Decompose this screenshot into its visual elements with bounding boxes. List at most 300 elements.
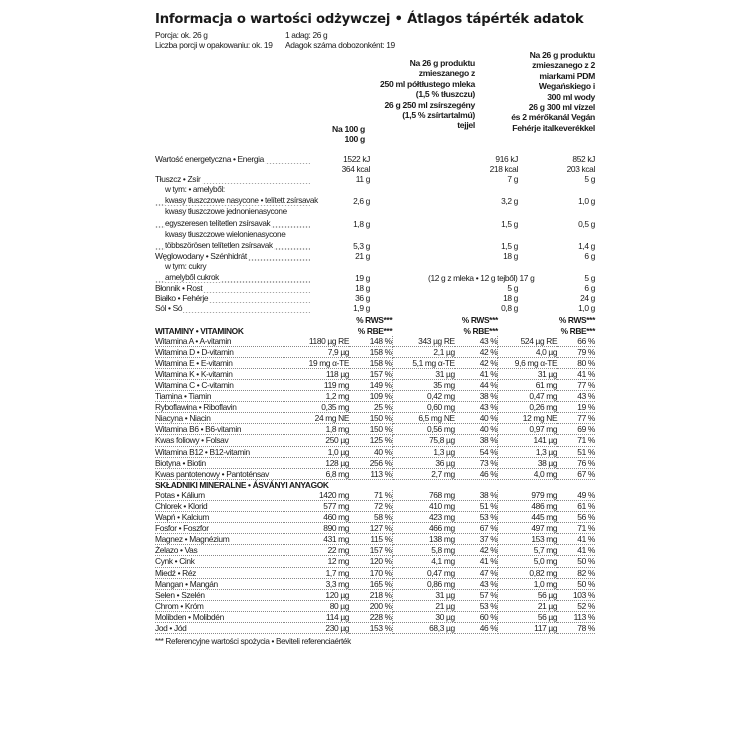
spacer [370, 251, 428, 261]
rws-with-water: 52 % [557, 600, 595, 611]
micronutrient-name: Kwas foliowy • Folsav [155, 435, 284, 446]
spacer [370, 272, 428, 283]
value-with-milk: 5,8 mg [392, 545, 455, 556]
nutrition-row [155, 283, 595, 293]
rws-per-100g: 148 % [349, 336, 392, 347]
nutrition-row [155, 164, 595, 174]
micronutrient-row [155, 578, 595, 589]
value-with-milk: 2,1 µg [392, 346, 455, 357]
rws-with-milk: 51 % [455, 501, 498, 512]
rws-with-water: 71 % [557, 523, 595, 534]
rws-with-water: 41 % [557, 534, 595, 545]
value-with-water: 1,0 g [578, 196, 595, 207]
micronutrient-name: Cynk • Cink [155, 556, 284, 567]
rws-with-water: 113 % [557, 611, 595, 622]
value-with-water: 117 µg [498, 623, 557, 634]
value-with-water: 0,5 g [578, 218, 595, 229]
value-per-100g: 460 mg [284, 512, 349, 523]
value-with-milk: 68,3 µg [392, 623, 455, 634]
spacer [155, 315, 284, 325]
rws-with-water: 103 % [557, 589, 595, 600]
reference-header-row [155, 315, 595, 325]
nutrient-name: Tłuszcz • Zsír [155, 174, 201, 185]
value-per-100g: 114 µg [284, 611, 349, 622]
value-with-water: 141 µg [498, 435, 557, 446]
nutrition-row [155, 303, 595, 313]
value-with-water: 1,0 mg [498, 578, 557, 589]
value-per-100g: 18 g [355, 283, 370, 294]
rws-with-water: 43 % [557, 391, 595, 402]
rws-per-100g: 58 % [349, 512, 392, 523]
rws-with-milk: 43 % [455, 402, 498, 413]
header-line: zmieszanego z 2 [532, 60, 595, 71]
rws-per-100g: 40 % [349, 446, 392, 457]
value-per-100g: 1522 kJ [343, 154, 370, 164]
value-with-water: 153 mg [498, 534, 557, 545]
value-with-water: 21 µg [498, 600, 557, 611]
spacer [370, 174, 428, 184]
nutrient-name: Węglowodany • Szénhidrát [155, 250, 247, 261]
value-with-milk: 0,86 mg [392, 578, 455, 589]
rws-per-100g: 157 % [349, 545, 392, 556]
value-with-milk: 466 mg [392, 523, 455, 534]
portion-size: Porcja: ok. 26 g [155, 30, 208, 40]
value-per-100g: 19 g [355, 273, 370, 284]
micronutrient-name: Jod • Jód [155, 623, 284, 634]
nutrient-label [155, 206, 310, 217]
spacer [284, 326, 349, 336]
value-per-100g: 3,3 mg [284, 578, 349, 589]
reference-label: % RBE*** [560, 325, 595, 336]
value-with-milk: 35 mg [392, 379, 455, 390]
rws-with-milk: 41 % [455, 556, 498, 567]
nutrient-label [155, 154, 310, 164]
value-with-milk: 0,60 mg [392, 402, 455, 413]
micronutrient-name: Chrom • Króm [155, 600, 284, 611]
value-with-milk: 30 µg [392, 611, 455, 622]
micronutrient-row [155, 357, 595, 368]
value-per-100g [310, 184, 370, 195]
rws-with-water: 51 % [557, 446, 595, 457]
rws-with-milk: 44 % [455, 379, 498, 390]
value-with-milk: 75,8 µg [392, 435, 455, 446]
micronutrient-name: Witamina B6 • B6-vitamin [155, 424, 284, 435]
value-per-100g: 22 mg [284, 545, 349, 556]
spacer [370, 229, 428, 240]
value-per-100g: 36 g [355, 293, 370, 304]
reference-label: % RBE*** [463, 325, 498, 336]
value-with-milk: 18 g [503, 293, 518, 304]
micronutrient-name: Tiamina • Tiamin [155, 391, 284, 402]
footnote: *** Referencyjne wartości spożycia • Beviteli referenciaérték [155, 637, 351, 647]
nutrition-row [155, 272, 595, 283]
micronutrient-row [155, 457, 595, 468]
header-line: 26 g 250 ml zsírszegény [384, 99, 475, 110]
rws-with-milk: 73 % [455, 457, 498, 468]
value-per-100g: 577 mg [284, 501, 349, 512]
vitamins-minerals-table [155, 315, 595, 634]
portion-info [155, 30, 595, 50]
rws-per-100g: 109 % [349, 391, 392, 402]
value-with-water: 1,3 µg [498, 446, 557, 457]
micronutrient-name: Żelazo • Vas [155, 545, 284, 556]
header-line: Na 100 g [332, 124, 365, 134]
micronutrient-name: Miedź • Réz [155, 567, 284, 578]
value-with-milk: 36 µg [392, 457, 455, 468]
rws-with-water: 79 % [557, 346, 595, 357]
value-with-milk: 7 g [507, 174, 518, 185]
nutrient-name: többszörösen telítetlen zsírsavak [165, 240, 273, 250]
rws-with-milk: 67 % [455, 523, 498, 534]
value-per-100g: 6,8 mg [284, 468, 349, 479]
rws-with-water: 66 % [557, 336, 595, 347]
value-with-milk: 343 µg RE [392, 336, 455, 347]
nutrient-label [155, 229, 310, 240]
header-line: 250 ml półtłustego mleka [379, 78, 475, 89]
rws-with-water: 82 % [557, 567, 595, 578]
value-per-100g: 230 µg [284, 623, 349, 634]
value-per-100g: 1,7 mg [284, 567, 349, 578]
nutrient-label [155, 283, 310, 293]
nutrition-row [155, 154, 595, 164]
value-with-milk: 423 mg [392, 512, 455, 523]
value-with-water: 6 g [584, 283, 595, 294]
value-with-water: 1,0 g [578, 303, 595, 314]
spacer [284, 315, 349, 325]
value-with-milk: 21 µg [392, 600, 455, 611]
rws-with-water: 80 % [557, 357, 595, 368]
nutrition-table [155, 154, 595, 313]
spacer [370, 293, 428, 303]
value-per-100g: 7,9 µg [284, 346, 349, 357]
value-per-100g: 431 mg [284, 534, 349, 545]
rws-per-100g: 150 % [349, 424, 392, 435]
micronutrient-name: Magnez • Magnézium [155, 534, 284, 545]
value-with-milk: 138 mg [392, 534, 455, 545]
rws-with-water: 78 % [557, 623, 595, 634]
spacer [370, 218, 428, 229]
value-per-100g: 5,3 g [353, 240, 370, 251]
value-with-milk: 0,47 mg [392, 567, 455, 578]
rws-per-100g: 149 % [349, 379, 392, 390]
column-headers [155, 50, 595, 154]
value-with-milk: 916 kJ [495, 154, 518, 164]
rws-with-milk: 40 % [455, 413, 498, 424]
rws-per-100g: 170 % [349, 567, 392, 578]
section-heading: WITAMINY • VITAMINOK [155, 325, 244, 336]
value-with-water: 5 g [584, 174, 595, 185]
rws-with-water: 61 % [557, 501, 595, 512]
header-per-100g [332, 124, 365, 145]
value-with-milk: 5,1 mg α-TE [392, 357, 455, 368]
micronutrient-row [155, 501, 595, 512]
micronutrient-row [155, 402, 595, 413]
rws-with-water: 67 % [557, 468, 595, 479]
value-per-100g: 1180 µg RE [284, 336, 349, 347]
micronutrient-row [155, 336, 595, 347]
rws-per-100g: 125 % [349, 435, 392, 446]
spacer [370, 206, 428, 217]
nutrient-label [155, 164, 310, 174]
value-per-100g: 2,6 g [353, 196, 370, 207]
micronutrient-row [155, 346, 595, 357]
value-with-water [518, 184, 595, 195]
rws-with-milk: 42 % [455, 357, 498, 368]
spacer [498, 315, 557, 325]
reference-label: % RWS*** [461, 315, 498, 326]
value-with-water: 12 mg NE [498, 413, 557, 424]
value-per-100g: 21 g [355, 250, 370, 261]
micronutrient-name: Witamina D • D-vitamin [155, 346, 284, 357]
rws-with-milk: 43 % [455, 578, 498, 589]
value-with-milk: 3,2 g [501, 196, 518, 207]
micronutrient-row [155, 424, 595, 435]
value-with-milk: 31 µg [392, 589, 455, 600]
value-with-water: 56 µg [498, 589, 557, 600]
rws-with-milk: 47 % [455, 567, 498, 578]
value-with-milk: 1,3 µg [392, 446, 455, 457]
micronutrient-row [155, 600, 595, 611]
value-per-100g: 0,35 mg [284, 402, 349, 413]
nutrient-label [155, 272, 310, 283]
spacer [370, 240, 428, 251]
nutrition-row [155, 184, 595, 195]
spacer [370, 154, 428, 164]
value-with-water: 4,0 mg [498, 468, 557, 479]
rws-with-milk: 46 % [455, 623, 498, 634]
nutrient-name: kwasy tłuszczowe wielonienasycone [165, 229, 286, 239]
rws-per-100g: 228 % [349, 611, 392, 622]
header-line: 100 g [344, 134, 365, 145]
value-per-100g: 118 µg [284, 368, 349, 379]
micronutrient-row [155, 623, 595, 634]
spacer [370, 283, 428, 293]
header-line: Na 26 g produktu [529, 50, 595, 60]
reference-label: % RWS*** [558, 315, 595, 326]
rws-with-water: 41 % [557, 368, 595, 379]
header-line: (1,5 % tłuszczu) [415, 89, 475, 100]
header-line: Fehérje italkeverékkel [512, 122, 595, 133]
header-line: Na 26 g produktu [409, 58, 475, 68]
nutrient-name: kwasy tłuszczowe nasycone • telített zsírsavak [165, 196, 318, 206]
micronutrient-row [155, 368, 595, 379]
portions-count-hu: Adagok száma dobozonként: 19 [285, 40, 395, 50]
rws-with-water: 50 % [557, 556, 595, 567]
value-with-water: 38 µg [498, 457, 557, 468]
spacer [392, 326, 455, 336]
value-per-100g: 1,0 µg [284, 446, 349, 457]
nutrition-label [155, 12, 595, 646]
rws-per-100g: 115 % [349, 534, 392, 545]
value-with-water: 497 mg [498, 523, 557, 534]
rws-per-100g: 71 % [349, 490, 392, 501]
value-with-milk: 0,56 mg [392, 424, 455, 435]
value-with-water: 24 g [580, 293, 595, 304]
value-with-water: 203 kcal [566, 164, 595, 175]
value-with-milk [428, 229, 518, 240]
micronutrient-row [155, 534, 595, 545]
value-per-100g: 1,8 g [353, 218, 370, 229]
value-with-water: 979 mg [498, 490, 557, 501]
rws-per-100g: 153 % [349, 623, 392, 634]
value-with-milk: 6,5 mg NE [392, 413, 455, 424]
nutrient-name: egyszeresen telítetlen zsírsavak [165, 218, 271, 228]
nutrition-row [155, 261, 595, 272]
rws-per-100g: 72 % [349, 501, 392, 512]
micronutrient-name: Witamina E • E-vitamin [155, 357, 284, 368]
header-line: 300 ml wody [547, 91, 595, 102]
micronutrient-name: Witamina K • K-vitamin [155, 368, 284, 379]
nutrient-label [155, 195, 318, 206]
micronutrient-row [155, 413, 595, 424]
value-with-water: 524 µg RE [498, 336, 557, 347]
rws-with-water: 71 % [557, 435, 595, 446]
rws-with-milk: 57 % [455, 589, 498, 600]
micronutrient-name: Witamina B12 • B12-vitamin [155, 446, 284, 457]
rws-per-100g: 158 % [349, 346, 392, 357]
rws-with-milk: 38 % [455, 490, 498, 501]
rws-per-100g: 157 % [349, 368, 392, 379]
page-title: Informacja o wartości odżywczej • Átlagos tápérték adatok [155, 12, 584, 27]
portions-count: Liczba porcji w opakowaniu: ok. 19 [155, 40, 273, 50]
micronutrient-name: Ryboflawina • Riboflavin [155, 402, 284, 413]
value-with-milk: 0,42 mg [392, 391, 455, 402]
value-with-water: 5,7 mg [498, 545, 557, 556]
micronutrient-row [155, 611, 595, 622]
rws-with-water: 77 % [557, 379, 595, 390]
value-with-milk [428, 184, 518, 195]
micronutrient-row [155, 545, 595, 556]
value-per-100g: 250 µg [284, 435, 349, 446]
value-per-100g: 1,8 mg [284, 424, 349, 435]
nutrient-label [155, 184, 310, 195]
micronutrient-row [155, 468, 595, 479]
nutrition-row [155, 218, 595, 229]
value-per-100g: 1,9 g [353, 303, 370, 314]
header-line: Wegańskiego i [538, 81, 595, 92]
value-with-water: 0,97 mg [498, 424, 557, 435]
value-with-water [518, 261, 595, 272]
rws-with-water: 50 % [557, 578, 595, 589]
value-with-water [518, 229, 595, 240]
value-with-milk: 2,7 mg [392, 468, 455, 479]
rws-with-milk: 43 % [455, 336, 498, 347]
spacer [498, 326, 557, 336]
value-per-100g: 364 kcal [341, 164, 370, 175]
micronutrient-row [155, 556, 595, 567]
micronutrient-row [155, 446, 595, 457]
value-with-milk: 31 µg [392, 368, 455, 379]
value-with-milk: 5 g [507, 283, 518, 294]
header-line: (1,5 % zsírtartalmú) [402, 110, 475, 121]
value-with-milk [428, 261, 518, 272]
rws-with-milk: 40 % [455, 424, 498, 435]
value-per-100g: 80 µg [284, 600, 349, 611]
value-with-milk: 218 kcal [489, 164, 518, 175]
value-with-water: 852 kJ [572, 154, 595, 164]
micronutrient-name: Kwas pantotenowy • Pantoténsav [155, 468, 284, 479]
micronutrient-name: Witamina A • A-vitamin [155, 336, 284, 347]
value-with-milk: 768 mg [392, 490, 455, 501]
value-with-water: 1,4 g [578, 240, 595, 251]
nutrition-row [155, 240, 595, 251]
rws-per-100g: 113 % [349, 468, 392, 479]
value-per-100g [310, 206, 370, 217]
value-with-water: 56 µg [498, 611, 557, 622]
rws-with-water: 19 % [557, 402, 595, 413]
rws-with-water: 41 % [557, 545, 595, 556]
rws-with-milk: 41 % [455, 368, 498, 379]
value-with-milk: 1,5 g [501, 240, 518, 251]
nutrient-label [155, 240, 310, 251]
nutrition-row [155, 229, 595, 240]
value-with-water: 0,26 mg [498, 402, 557, 413]
value-with-milk: 410 mg [392, 501, 455, 512]
value-with-water: 0,47 mg [498, 391, 557, 402]
nutrition-row [155, 174, 595, 184]
nutrition-row [155, 293, 595, 303]
rws-with-milk: 42 % [455, 545, 498, 556]
portion-size-hu: 1 adag: 26 g [285, 30, 328, 40]
rws-with-water: 77 % [557, 413, 595, 424]
value-with-water [518, 206, 595, 217]
rws-with-water: 56 % [557, 512, 595, 523]
spacer [370, 184, 428, 195]
header-with-milk [380, 58, 475, 131]
value-with-milk: (12 g z mleka • 12 g tejből) 17 g [428, 273, 535, 284]
micronutrient-name: Biotyna • Biotin [155, 457, 284, 468]
value-per-100g: 119 mg [284, 379, 349, 390]
nutrient-name: kwasy tłuszczowe jednonienasycone [165, 207, 287, 217]
value-with-water: 5 g [584, 273, 595, 284]
rws-with-milk: 38 % [455, 435, 498, 446]
nutrient-label [155, 218, 310, 229]
nutrient-label [155, 251, 310, 261]
spacer [370, 164, 428, 174]
micronutrient-name: Wapń • Kalcium [155, 512, 284, 523]
nutrient-name: Białko • Fehérje [155, 293, 209, 304]
value-with-milk [428, 206, 518, 217]
value-per-100g [310, 229, 370, 240]
rws-with-water: 69 % [557, 424, 595, 435]
micronutrient-name: Molibden • Molibdén [155, 611, 284, 622]
micronutrient-name: Fosfor • Foszfor [155, 523, 284, 534]
nutrient-name: w tym: cukry [165, 261, 207, 271]
header-line: 26 g 300 ml vízzel [528, 102, 595, 113]
value-with-water: 31 µg [498, 368, 557, 379]
value-per-100g [310, 261, 370, 272]
header-line: és 2 mérőkanál Vegán [511, 112, 595, 123]
value-with-milk: 0,8 g [501, 303, 518, 314]
rws-with-milk: 37 % [455, 534, 498, 545]
rws-per-100g: 256 % [349, 457, 392, 468]
value-per-100g: 1,2 mg [284, 391, 349, 402]
value-per-100g: 12 mg [284, 556, 349, 567]
rws-with-milk: 53 % [455, 600, 498, 611]
header-with-water [511, 50, 595, 133]
value-per-100g: 128 µg [284, 457, 349, 468]
spacer [370, 303, 428, 313]
nutrient-name: Sól • Só [155, 303, 183, 314]
spacer [392, 315, 455, 325]
value-with-water: 9,6 mg α-TE [498, 357, 557, 368]
micronutrient-row [155, 589, 595, 600]
value-with-milk: 1,5 g [501, 218, 518, 229]
rws-with-milk: 42 % [455, 346, 498, 357]
header-line: tejjel [457, 120, 475, 131]
nutrition-row [155, 206, 595, 217]
micronutrient-row [155, 379, 595, 390]
